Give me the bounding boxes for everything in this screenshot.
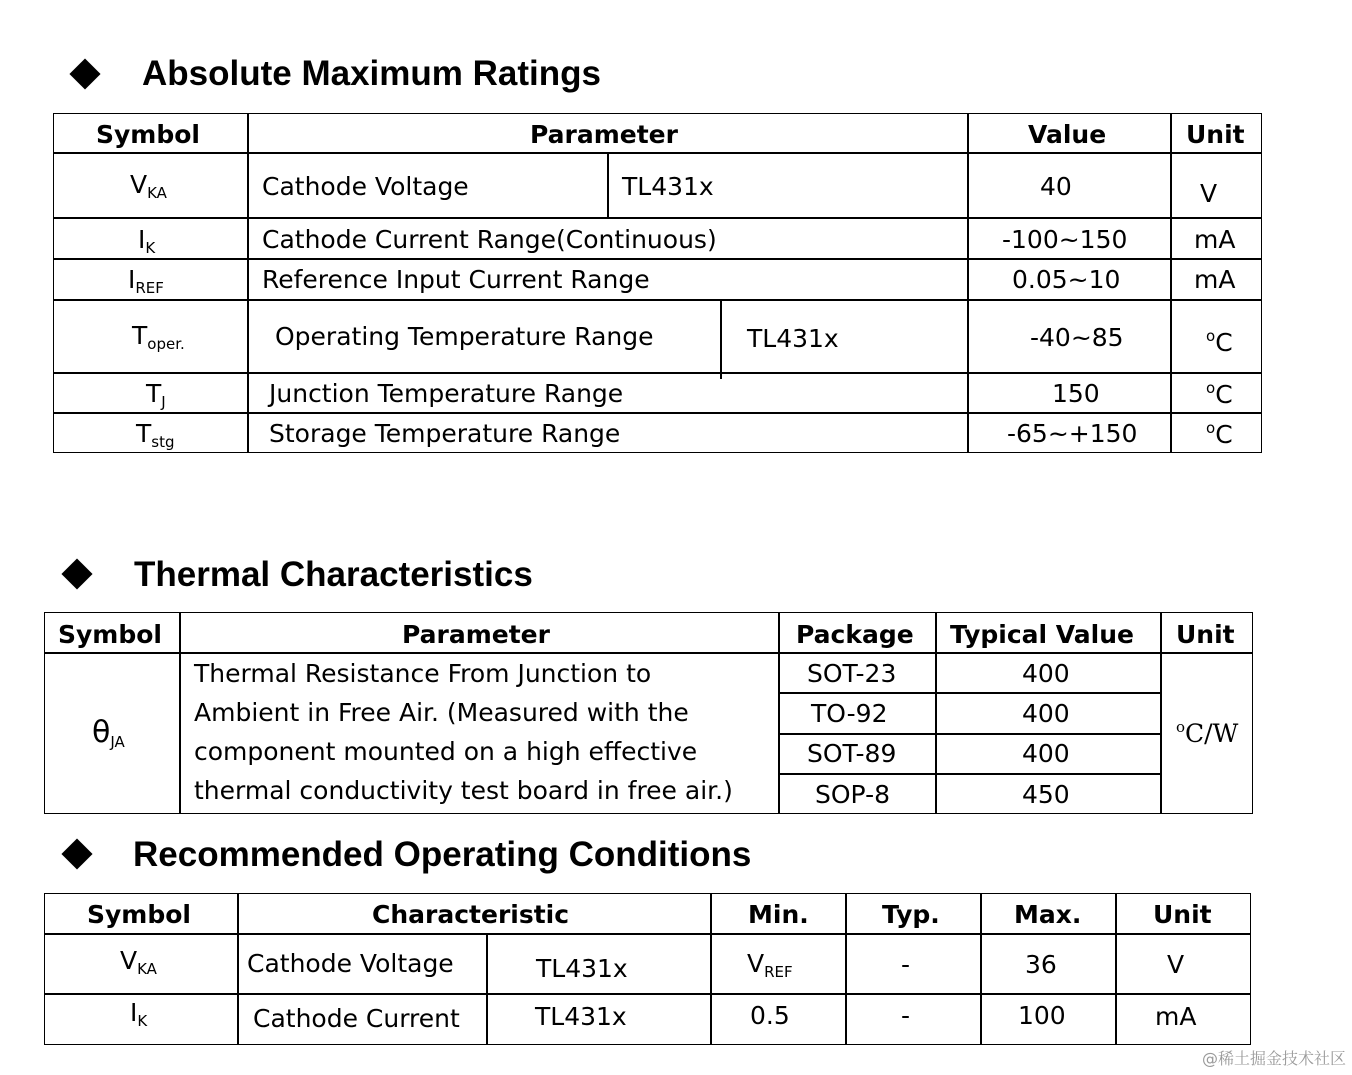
thermal-unit: $^o$C/W [1176, 718, 1239, 748]
table-row-value: 0.05~10 [1012, 265, 1121, 294]
package-name: TO-92 [811, 699, 888, 728]
table-row-symbol: $T_{stg}$ [136, 419, 175, 451]
table-row-device: TL431x [536, 954, 628, 983]
table-row-symbol: $I_K$ [138, 225, 156, 257]
table-row-symbol: $T_J$ [146, 379, 166, 411]
abs-max-header-unit: Unit [1186, 120, 1245, 149]
thermal-param-line: Thermal Resistance From Junction to [194, 659, 652, 688]
recommended-header-unit: Unit [1153, 900, 1212, 929]
recommended-header-max: Max. [1014, 900, 1082, 929]
recommended-header-typ: Typ. [882, 900, 940, 929]
table-row-value: 40 [1040, 172, 1072, 201]
table-row-symbol: $I_K$ [130, 998, 148, 1030]
table-row-unit: $^o$C [1206, 419, 1233, 449]
table-row-parameter: Cathode Voltage [262, 172, 469, 201]
table-row-parameter: Storage Temperature Range [269, 419, 621, 448]
table-row-symbol: $T_{oper.}$ [132, 321, 185, 353]
table-row-value: -100~150 [1002, 225, 1128, 254]
table-row-max: 36 [1025, 950, 1057, 979]
table-row-unit: $^o$C [1206, 379, 1233, 409]
thermal-header-unit: Unit [1176, 620, 1235, 649]
table-row-symbol: $I_{REF}$ [128, 265, 164, 297]
table-row-device: TL431x [535, 1002, 627, 1031]
table-row-unit: mA [1194, 225, 1236, 254]
table-row-value: -40~85 [1030, 323, 1124, 352]
table-row-min: 0.5 [750, 1001, 790, 1030]
recommended-header-min: Min. [748, 900, 809, 929]
thermal-header-package: Package [796, 620, 914, 649]
table-row-unit: $^o$C [1206, 327, 1233, 357]
package-name: SOT-23 [807, 659, 897, 688]
section-title-abs-max: Absolute Maximum Ratings [142, 54, 601, 93]
diamond-bullet-icon [69, 58, 100, 89]
table-row-parameter: Operating Temperature Range [275, 322, 654, 351]
table-row-parameter: Junction Temperature Range [269, 379, 624, 408]
table-row-typ: - [901, 950, 911, 979]
thermal-header-symbol: Symbol [58, 620, 162, 649]
table-row-unit: mA [1155, 1002, 1197, 1031]
thermal-param-line: Ambient in Free Air. (Measured with the [194, 698, 689, 727]
package-value: 450 [1022, 780, 1070, 809]
table-row-characteristic: Cathode Voltage [247, 949, 454, 978]
diamond-bullet-icon [61, 838, 92, 869]
abs-max-header-symbol: Symbol [96, 120, 200, 149]
package-value: 400 [1022, 739, 1070, 768]
table-row-min: $V_{REF}$ [747, 949, 793, 981]
table-row-device: TL431x [747, 324, 839, 353]
recommended-header-symbol: Symbol [87, 900, 191, 929]
table-row-parameter: Cathode Current Range(Continuous) [262, 225, 717, 254]
package-name: SOP-8 [815, 780, 890, 809]
thermal-header-typical: Typical Value [950, 620, 1134, 649]
recommended-header-characteristic: Characteristic [372, 900, 570, 929]
diamond-bullet-icon [61, 558, 92, 589]
package-name: SOT-89 [807, 739, 897, 768]
thermal-param-line: component mounted on a high effective [194, 737, 698, 766]
section-title-recommended: Recommended Operating Conditions [133, 835, 752, 874]
table-row-unit: mA [1194, 265, 1236, 294]
section-title-thermal: Thermal Characteristics [134, 555, 533, 594]
thermal-header-parameter: Parameter [402, 620, 550, 649]
thermal-symbol: $\theta_{JA}$ [92, 715, 125, 751]
thermal-param-line: thermal conductivity test board in free air.) [194, 776, 733, 805]
table-row-unit: V [1200, 179, 1218, 208]
abs-max-header-value: Value [1028, 120, 1107, 149]
package-value: 400 [1022, 699, 1070, 728]
table-row-symbol: $V_{KA}$ [120, 946, 157, 978]
watermark: @稀土掘金技术社区 [1201, 1049, 1346, 1068]
abs-max-header-parameter: Parameter [530, 120, 678, 149]
table-row-characteristic: Cathode Current [253, 1004, 460, 1033]
table-row-parameter: Reference Input Current Range [262, 265, 650, 294]
table-row-value: -65~+150 [1007, 419, 1138, 448]
table-row-max: 100 [1018, 1001, 1066, 1030]
table-row-unit: V [1167, 950, 1185, 979]
table-row-typ: - [901, 1001, 911, 1030]
table-row-device: TL431x [622, 172, 714, 201]
package-value: 400 [1022, 659, 1070, 688]
table-row-value: 150 [1052, 379, 1100, 408]
table-row-symbol: $V_{KA}$ [130, 170, 167, 202]
